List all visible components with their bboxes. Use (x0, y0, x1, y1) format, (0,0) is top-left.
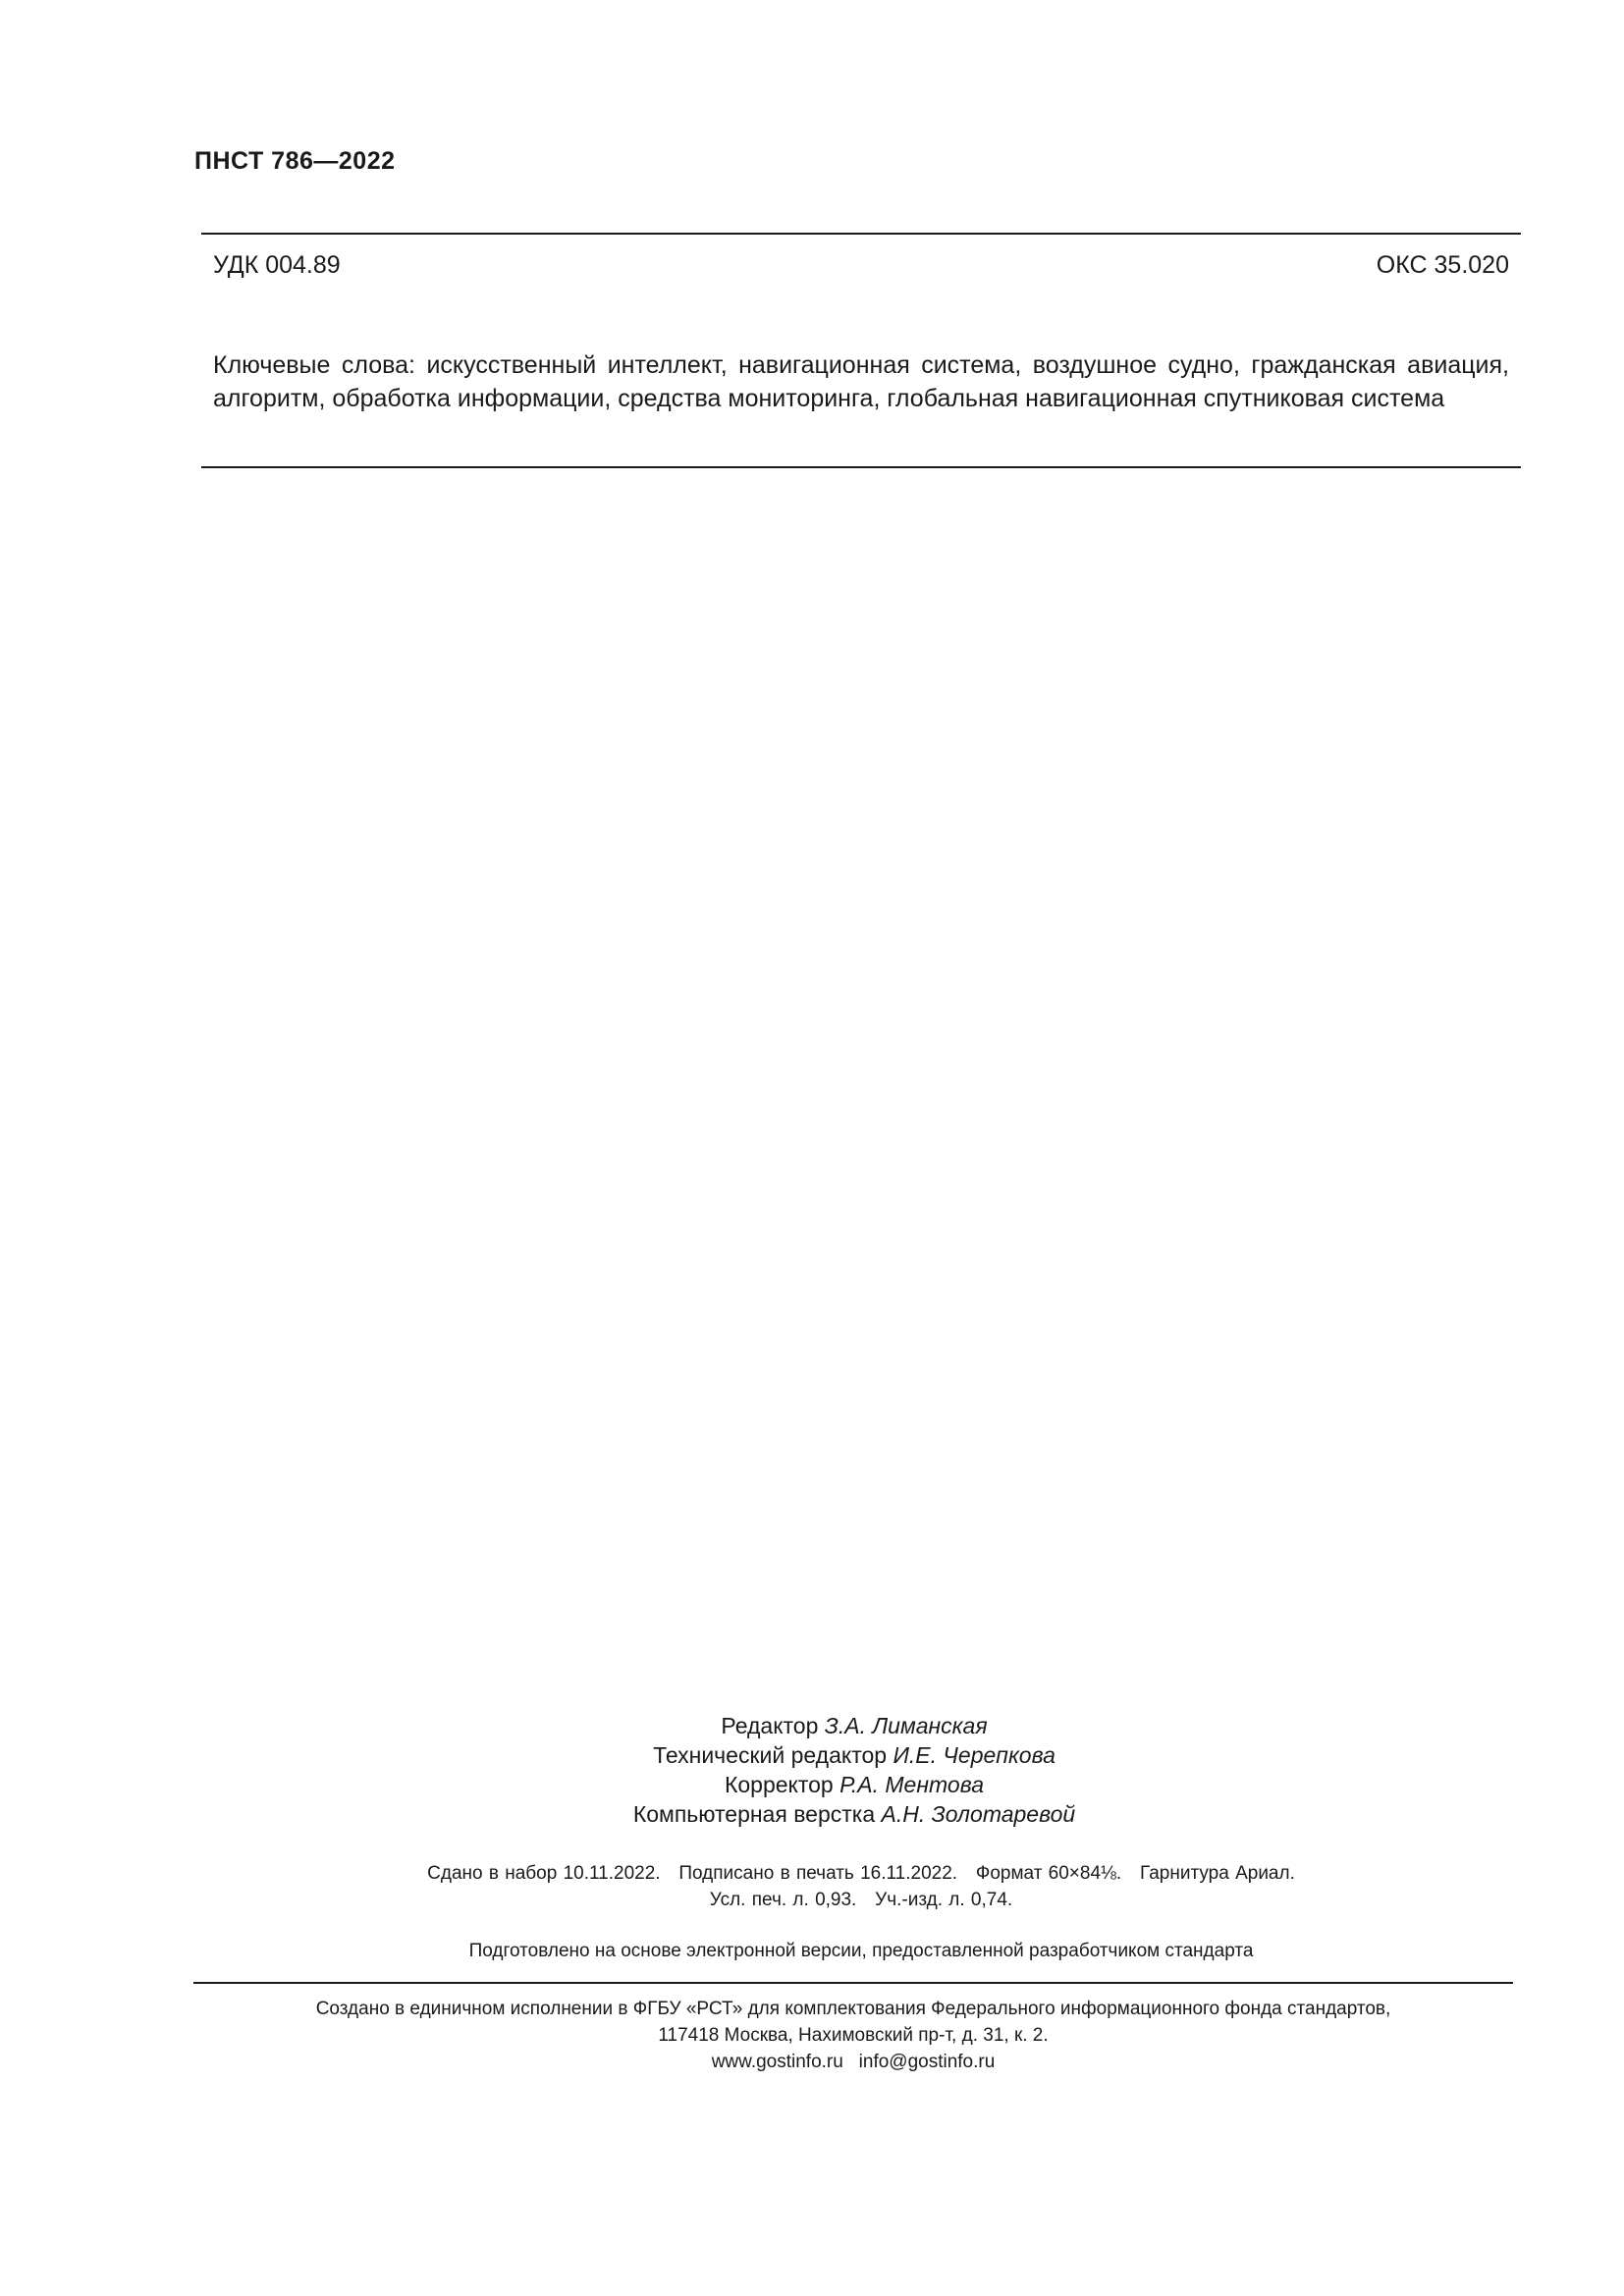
imprint-line: Усл. печ. л. 0,93. Уч.-изд. л. 0,74. (709, 1890, 1013, 1910)
oks-code: ОКС 35.020 (1376, 251, 1509, 279)
imprint-line: Сдано в набор 10.11.2022. Подписано в печать 16.11.2022. Формат 60×84⅛. Гарнитура Ариал. (427, 1863, 1295, 1884)
credit-role: Технический редактор (653, 1742, 888, 1768)
credit-role: Компьютерная верстка (632, 1801, 876, 1827)
credit-role: Корректор (724, 1772, 834, 1797)
credits-block (422, 1711, 1286, 1829)
credit-line-layout (422, 1799, 1286, 1829)
footer-line: Создано в единичном исполнении в ФГБУ «РСТ» для комплектования Федерального информационного фонда стандартов, (315, 1999, 1391, 2019)
imprint-block (295, 1860, 1428, 1913)
credit-line-corrector (422, 1770, 1286, 1799)
credit-line-editor (422, 1711, 1286, 1740)
publisher-footer (193, 1996, 1513, 2075)
footer-line: 117418 Москва, Нахимовский пр-т, д. 31, к. 2. (658, 2025, 1049, 2046)
credit-name: З.А. Лиманская (824, 1713, 988, 1738)
credit-name: А.Н. Золотаревой (881, 1801, 1076, 1827)
credit-line-tech-editor (422, 1740, 1286, 1770)
footer-contacts: www.gostinfo.ru info@gostinfo.ru (711, 2052, 996, 2072)
standard-id: ПНСТ 786—2022 (194, 147, 396, 175)
keywords-text: Ключевые слова: искусственный интеллект, навигационная система, воздушное судно, гражданская авиация, алгоритм, обработка информации, средства мониторинга, глобальная навигационная спутниковая система (213, 351, 1509, 412)
udk-code: УДК 004.89 (213, 251, 341, 279)
top-divider (201, 233, 1521, 235)
credit-name: И.Е. Черепкова (893, 1742, 1056, 1768)
footer-divider (193, 1982, 1513, 1984)
credit-name: Р.А. Ментова (839, 1772, 984, 1797)
prepared-note: Подготовлено на основе электронной версии, предоставленной разработчиком стандарта (468, 1941, 1254, 1961)
keywords-divider (201, 466, 1521, 468)
credit-role: Редактор (721, 1713, 819, 1738)
